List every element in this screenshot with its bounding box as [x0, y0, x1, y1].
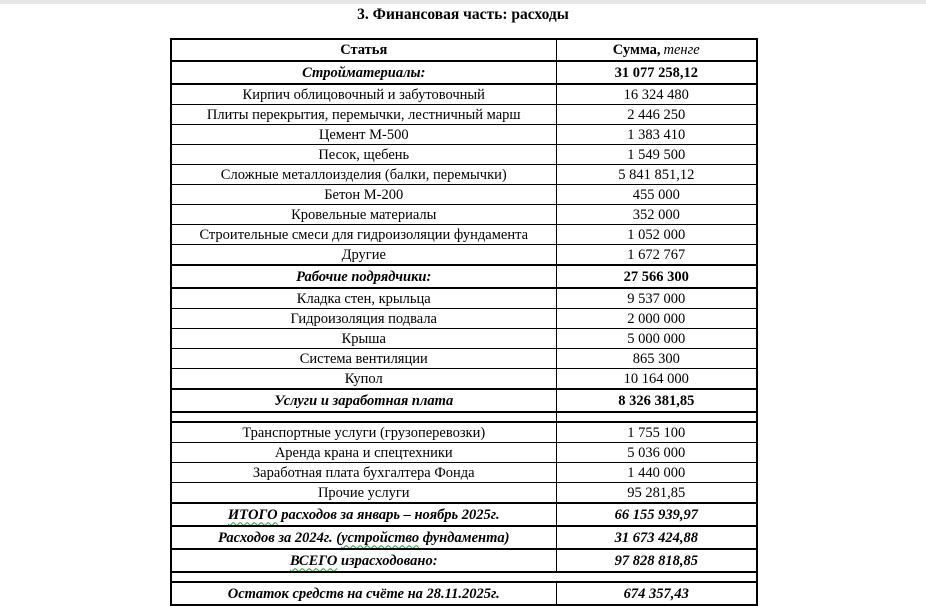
- expense-item-cell: ВСЕГО израсходовано:: [171, 549, 556, 572]
- expense-item-cell: Бетон М-200: [171, 185, 556, 205]
- expense-item-cell: Строительные смеси для гидроизоляции фундамента: [171, 225, 556, 245]
- expense-item-cell: Прочие услуги: [171, 483, 556, 504]
- amount-cell: 1 549 500: [556, 145, 757, 165]
- table-row: [171, 288, 757, 309]
- table-row: [171, 443, 757, 463]
- expense-item-cell: Расходов за 2024г. (устройство фундамента): [171, 526, 556, 549]
- amount-cell: 2 000 000: [556, 309, 757, 329]
- expense-item-cell: Кровельные материалы: [171, 205, 556, 225]
- table-row: [171, 483, 757, 504]
- spellcheck-squiggle-word: устройство: [341, 529, 420, 546]
- amount-cell: 97 828 818,85: [556, 549, 757, 572]
- amount-cell: 1 672 767: [556, 245, 757, 266]
- amount-cell: 1 755 100: [556, 422, 757, 443]
- amount-cell: 8 326 381,85: [556, 389, 757, 412]
- expense-item-cell: Сложные металлоизделия (балки, перемычки): [171, 165, 556, 185]
- top-edge-strip: [0, 0, 926, 4]
- expenses-table-body: [171, 39, 757, 605]
- table-row: [171, 582, 757, 605]
- spellcheck-squiggle-word: ВСЕГО: [289, 552, 338, 569]
- amount-cell: 27 566 300: [556, 265, 757, 288]
- expense-item-cell: Стройматериалы:: [171, 61, 556, 84]
- amount-cell: 66 155 939,97: [556, 503, 757, 526]
- table-row: [171, 463, 757, 483]
- amount-cell: 2 446 250: [556, 105, 757, 125]
- table-row: [171, 369, 757, 390]
- table-row: [171, 225, 757, 245]
- expense-item-cell: Рабочие подрядчики:: [171, 265, 556, 288]
- expense-item-cell: Гидроизоляция подвала: [171, 309, 556, 329]
- spacer-cell: [171, 572, 757, 582]
- spellcheck-squiggle-word: ИТОГО: [227, 506, 278, 523]
- table-row: [171, 165, 757, 185]
- amount-cell: 16 324 480: [556, 84, 757, 105]
- table-row: [171, 61, 757, 84]
- spacer-cell: [171, 412, 556, 422]
- expenses-table: [170, 38, 758, 606]
- table-row: [171, 503, 757, 526]
- table-row: [171, 245, 757, 266]
- expense-item-cell: Песок, щебень: [171, 145, 556, 165]
- amount-cell: 10 164 000: [556, 369, 757, 390]
- expense-item-cell: Крыша: [171, 329, 556, 349]
- amount-cell: 5 036 000: [556, 443, 757, 463]
- expense-item-cell: ИТОГО расходов за январь – ноябрь 2025г.: [171, 503, 556, 526]
- expense-item-cell: Цемент М-500: [171, 125, 556, 145]
- amount-cell: 352 000: [556, 205, 757, 225]
- expense-item-cell: Заработная плата бухгалтера Фонда: [171, 463, 556, 483]
- expense-item-cell: Плиты перекрытия, перемычки, лестничный марш: [171, 105, 556, 125]
- table-row: [171, 309, 757, 329]
- table-row: [171, 389, 757, 412]
- expense-item-cell: Кладка стен, крыльца: [171, 288, 556, 309]
- table-row: [171, 412, 757, 422]
- table-row: [171, 265, 757, 288]
- expenses-table-container: [170, 38, 756, 606]
- table-row: [171, 185, 757, 205]
- amount-header-unit: тенге: [663, 42, 700, 58]
- expense-item-cell: Система вентиляции: [171, 349, 556, 369]
- page-title: 3. Финансовая часть: расходы: [357, 6, 569, 23]
- amount-cell: 455 000: [556, 185, 757, 205]
- expense-item-cell: Остаток средств на счёте на 28.11.2025г.: [171, 582, 556, 605]
- table-row: [171, 84, 757, 105]
- amount-cell: 1 440 000: [556, 463, 757, 483]
- amount-cell: 31 673 424,88: [556, 526, 757, 549]
- expense-item-cell: Транспортные услуги (грузоперевозки): [171, 422, 556, 443]
- expense-item-cell: Аренда крана и спецтехники: [171, 443, 556, 463]
- column-header-amount: [556, 39, 757, 61]
- amount-cell: 5 841 851,12: [556, 165, 757, 185]
- table-row: [171, 329, 757, 349]
- expense-item-cell: Другие: [171, 245, 556, 266]
- amount-cell: 95 281,85: [556, 483, 757, 504]
- expense-item-cell: Купол: [171, 369, 556, 390]
- table-row: [171, 526, 757, 549]
- spacer-cell: [556, 412, 757, 422]
- amount-cell: 1 383 410: [556, 125, 757, 145]
- table-row: [171, 422, 757, 443]
- amount-cell: 1 052 000: [556, 225, 757, 245]
- table-header-row: [171, 39, 757, 61]
- table-row: [171, 145, 757, 165]
- expense-item-cell: Услуги и заработная плата: [171, 389, 556, 412]
- amount-cell: 9 537 000: [556, 288, 757, 309]
- column-header-item: Статья: [171, 39, 556, 61]
- amount-header-label: Сумма,: [612, 42, 661, 58]
- amount-cell: 674 357,43: [556, 582, 757, 605]
- table-row: [171, 572, 757, 582]
- table-row: [171, 125, 757, 145]
- table-row: [171, 549, 757, 572]
- table-row: [171, 105, 757, 125]
- amount-cell: 865 300: [556, 349, 757, 369]
- table-row: [171, 205, 757, 225]
- amount-cell: 31 077 258,12: [556, 61, 757, 84]
- table-row: [171, 349, 757, 369]
- amount-cell: 5 000 000: [556, 329, 757, 349]
- expense-item-cell: Кирпич облицовочный и забутовочный: [171, 84, 556, 105]
